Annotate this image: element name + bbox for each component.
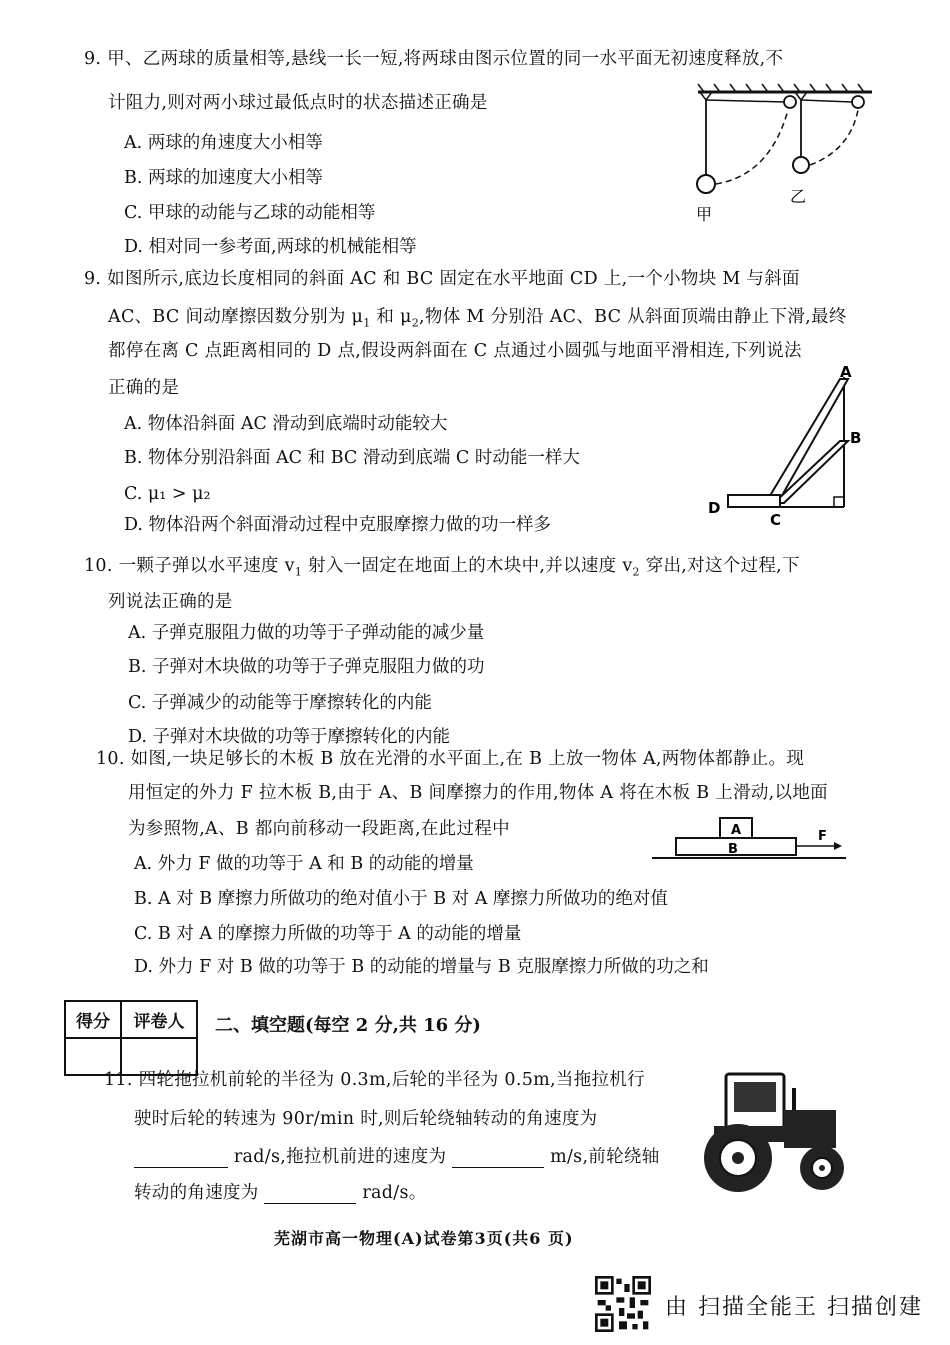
q9b-line1: 9. 如图所示,底边长度相同的斜面 AC 和 BC 固定在水平地面 CD 上,一个小物块 M 与斜面 bbox=[84, 269, 800, 289]
q11-line2: 驶时后轮的转速为 90r/min 时,则后轮绕轴转动的角速度为 bbox=[134, 1109, 598, 1129]
q9a-line1: 9. 甲、乙两球的质量相等,悬线一长一短,将两球由图示位置的同一水平面无初速度释放,不 bbox=[84, 49, 784, 69]
q9b-line2 bbox=[108, 306, 847, 335]
q10a-line2: 列说法正确的是 bbox=[108, 592, 233, 612]
page-footer: 芜湖市高一物理(A)试卷第3页(共6 页) bbox=[274, 1229, 574, 1248]
q10a-v2-sub: 2 bbox=[632, 565, 640, 579]
board-figure bbox=[648, 810, 853, 870]
q9a-option-c: C. 甲球的动能与乙球的动能相等 bbox=[124, 203, 376, 223]
q11-line3 bbox=[134, 1146, 660, 1168]
scanner-watermark: 由 扫描全能王 扫描创建 bbox=[665, 1295, 923, 1320]
q11-line1: 11. 四轮拖拉机前轮的半径为 0.3m,后轮的半径为 0.5m,当拖拉机行 bbox=[104, 1070, 645, 1090]
q9a-option-d: D. 相对同一参考面,两球的机械能相等 bbox=[124, 237, 417, 257]
q10a-line1 bbox=[84, 555, 800, 584]
q11-line4-pre: 转动的角速度为 bbox=[134, 1183, 259, 1203]
q9b-option-d: D. 物体沿两个斜面滑动过程中克服摩擦力做的功一样多 bbox=[124, 515, 552, 535]
q10a-option-d: D. 子弹对木块做的功等于摩擦转化的内能 bbox=[128, 727, 451, 747]
fig-board-f: F bbox=[818, 829, 827, 844]
q10a-line1-pre: 10. 一颗子弹以水平速度 v bbox=[84, 556, 295, 576]
fig-board-a: A bbox=[731, 823, 742, 838]
fig-label-jia: 甲 bbox=[696, 205, 713, 224]
fig-incline-a: A bbox=[840, 363, 852, 381]
q11-line3-unit2: m/s,前轮绕轴 bbox=[550, 1147, 660, 1167]
q11-blank-1[interactable] bbox=[134, 1149, 228, 1168]
tractor-illustration bbox=[690, 1070, 855, 1195]
q10b-option-c: C. B 对 A 的摩擦力所做的功等于 A 的动能的增量 bbox=[134, 924, 522, 944]
q10a-option-c: C. 子弹减少的动能等于摩擦转化的内能 bbox=[128, 693, 432, 713]
q9b-mu1-sub: 1 bbox=[363, 316, 371, 330]
q9b-line2-mid: 和 μ bbox=[370, 307, 412, 327]
qr-code-icon bbox=[595, 1276, 651, 1332]
q10b-option-b: B. A 对 B 摩擦力所做功的绝对值小于 B 对 A 摩擦力所做功的绝对值 bbox=[134, 889, 668, 909]
q10b-line2: 用恒定的外力 F 拉木板 B,由于 A、B 间摩擦力的作用,物体 A 将在木板 B 上滑动,以地面 bbox=[128, 783, 828, 803]
q10b-option-d: D. 外力 F 对 B 做的功等于 B 的动能的增量与 B 克服摩擦力所做的功之和 bbox=[134, 957, 709, 977]
q10b-line3: 为参照物,A、B 都向前移动一段距离,在此过程中 bbox=[128, 819, 510, 839]
q9a-line2: 计阻力,则对两小球过最低点时的状态描述正确是 bbox=[108, 93, 488, 113]
q9a-option-b: B. 两球的加速度大小相等 bbox=[124, 168, 323, 188]
fig-label-yi: 乙 bbox=[790, 187, 807, 206]
q9b-line4: 正确的是 bbox=[108, 378, 180, 398]
q10a-line1-mid: 射入一固定在地面上的木块中,并以速度 v bbox=[302, 556, 633, 576]
fig-incline-b: B bbox=[850, 429, 862, 447]
fig-incline-d: D bbox=[708, 499, 721, 517]
grader-header: 评卷人 bbox=[121, 1001, 197, 1038]
fig-incline-c: C bbox=[770, 511, 782, 529]
incline-figure bbox=[700, 365, 875, 535]
q10b-option-a: A. 外力 F 做的功等于 A 和 B 的动能的增量 bbox=[134, 854, 474, 874]
q9b-option-c: C. μ₁ > μ₂ bbox=[124, 484, 211, 504]
score-table bbox=[64, 1000, 198, 1076]
q10a-line1-post: 穿出,对这个过程,下 bbox=[639, 556, 800, 576]
q9b-mu2-sub: 2 bbox=[411, 316, 420, 330]
q11-blank-3[interactable] bbox=[264, 1185, 356, 1204]
q10a-v1-sub: 1 bbox=[294, 565, 303, 579]
q9b-line3: 都停在离 C 点距离相同的 D 点,假设两斜面在 C 点通过小圆弧与地面平滑相连,下列说法 bbox=[108, 341, 802, 361]
q9b-line2-pre: AC、BC 间动摩擦因数分别为 μ bbox=[108, 307, 364, 327]
q9b-option-b: B. 物体分别沿斜面 AC 和 BC 滑动到底端 C 时动能一样大 bbox=[124, 448, 580, 468]
q10a-option-b: B. 子弹对木块做的功等于子弹克服阻力做的功 bbox=[128, 657, 485, 677]
q9b-line2-post: ,物体 M 分别沿 AC、BC 从斜面顶端由静止下滑,最终 bbox=[419, 307, 847, 327]
q11-line4 bbox=[134, 1182, 427, 1204]
q9a-option-a: A. 两球的角速度大小相等 bbox=[124, 133, 323, 153]
pendulum-figure bbox=[690, 80, 880, 230]
q11-blank-2[interactable] bbox=[452, 1149, 544, 1168]
q11-line3-unit1: rad/s,拖拉机前进的速度为 bbox=[233, 1147, 447, 1167]
q10b-line1: 10. 如图,一块足够长的木板 B 放在光滑的水平面上,在 B 上放一物体 A,两物体都静止。现 bbox=[96, 749, 805, 769]
q10a-option-a: A. 子弹克服阻力做的功等于子弹动能的减少量 bbox=[128, 623, 485, 643]
q9b-option-a: A. 物体沿斜面 AC 滑动到底端时动能较大 bbox=[124, 414, 448, 434]
score-header: 得分 bbox=[65, 1001, 121, 1038]
q11-line4-unit: rad/s。 bbox=[362, 1183, 427, 1203]
section-title: 二、填空题(每空 2 分,共 16 分) bbox=[215, 1015, 481, 1036]
fig-board-b: B bbox=[728, 842, 738, 857]
